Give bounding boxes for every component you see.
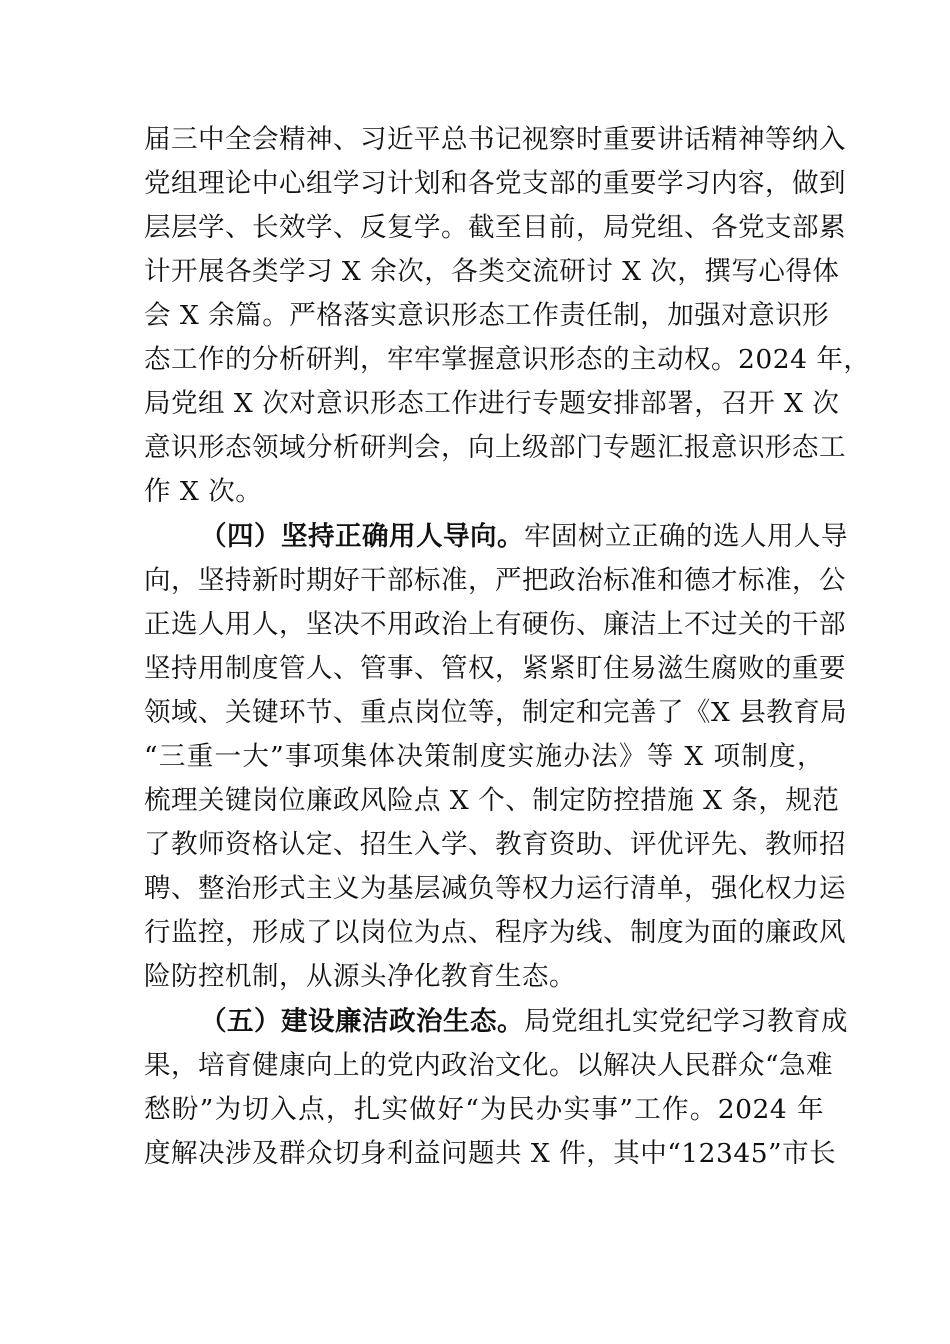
section-five-heading: （五）建设廉洁政治生态。 bbox=[200, 1006, 524, 1037]
text-line: 党组理论中心组学习计划和各党支部的重要学习内容，做到 bbox=[144, 168, 846, 199]
text-line: 正选人用人，坚决不用政治上有硬伤、廉洁上不过关的干部 bbox=[144, 609, 846, 640]
section-four-first-line-text: 牢固树立正确的选人用人导 bbox=[524, 521, 848, 552]
text-line: 领域、关键环节、重点岗位等，制定和完善了《X 县教育局 bbox=[144, 697, 848, 728]
text-line: 果，培育健康向上的党内政治文化。以解决人民群众“急难 bbox=[144, 1050, 834, 1081]
text-line: 计开展各类学习 X 余次，各类交流研讨 X 次，撰写心得体 bbox=[144, 256, 840, 287]
text-line: 态工作的分析研判，牢牢掌握意识形态的主动权。2024 年， bbox=[144, 344, 871, 375]
text-line: 险防控机制，从源头净化教育生态。 bbox=[144, 961, 576, 992]
text-line: 聘、整治形式主义为基层减负等权力运行清单，强化权力运 bbox=[144, 873, 846, 904]
section-four-paragraph bbox=[144, 515, 848, 999]
text-line: 意识形态领域分析研判会，向上级部门专题汇报意识形态工 bbox=[144, 432, 846, 463]
text-line: 梳理关键岗位廉政风险点 X 个、制定防控措施 X 条，规范 bbox=[144, 785, 840, 816]
text-line: 度解决涉及群众切身利益问题共 X 件，其中“12345”市长 bbox=[144, 1138, 837, 1169]
paragraph-continued bbox=[144, 118, 871, 514]
text-line: 了教师资格认定、招生入学、教育资助、评优评先、教师招 bbox=[144, 829, 846, 860]
section-four-first-line bbox=[144, 515, 848, 559]
text-line: 作 X 次。 bbox=[144, 476, 263, 507]
text-line: 愁盼”为切入点，扎实做好“为民办实事”工作。2024 年 bbox=[144, 1094, 824, 1125]
text-line: 坚持用制度管人、管事、管权，紧紧盯住易滋生腐败的重要 bbox=[144, 653, 846, 684]
section-five-first-line bbox=[144, 1000, 848, 1044]
text-line: 行监控，形成了以岗位为点、程序为线、制度为面的廉政风 bbox=[144, 917, 846, 948]
document-body bbox=[144, 118, 871, 1176]
text-line: 会 X 余篇。严格落实意识形态工作责任制，加强对意识形 bbox=[144, 300, 830, 331]
text-line: 层层学、长效学、反复学。截至目前，局党组、各党支部累 bbox=[144, 212, 846, 243]
text-line: 向，坚持新时期好干部标准，严把政治标准和德才标准，公 bbox=[144, 565, 846, 596]
section-four-heading: （四）坚持正确用人导向。 bbox=[200, 521, 524, 552]
section-five-first-line-text: 局党组扎实党纪学习教育成 bbox=[524, 1006, 848, 1037]
text-line: “三重一大”事项集体决策制度实施办法》等 X 项制度， bbox=[144, 741, 824, 772]
text-line: 局党组 X 次对意识形态工作进行专题安排部署，召开 X 次 bbox=[144, 388, 840, 419]
section-five-paragraph bbox=[144, 1000, 848, 1176]
text-line: 届三中全会精神、习近平总书记视察时重要讲话精神等纳入 bbox=[144, 124, 846, 155]
